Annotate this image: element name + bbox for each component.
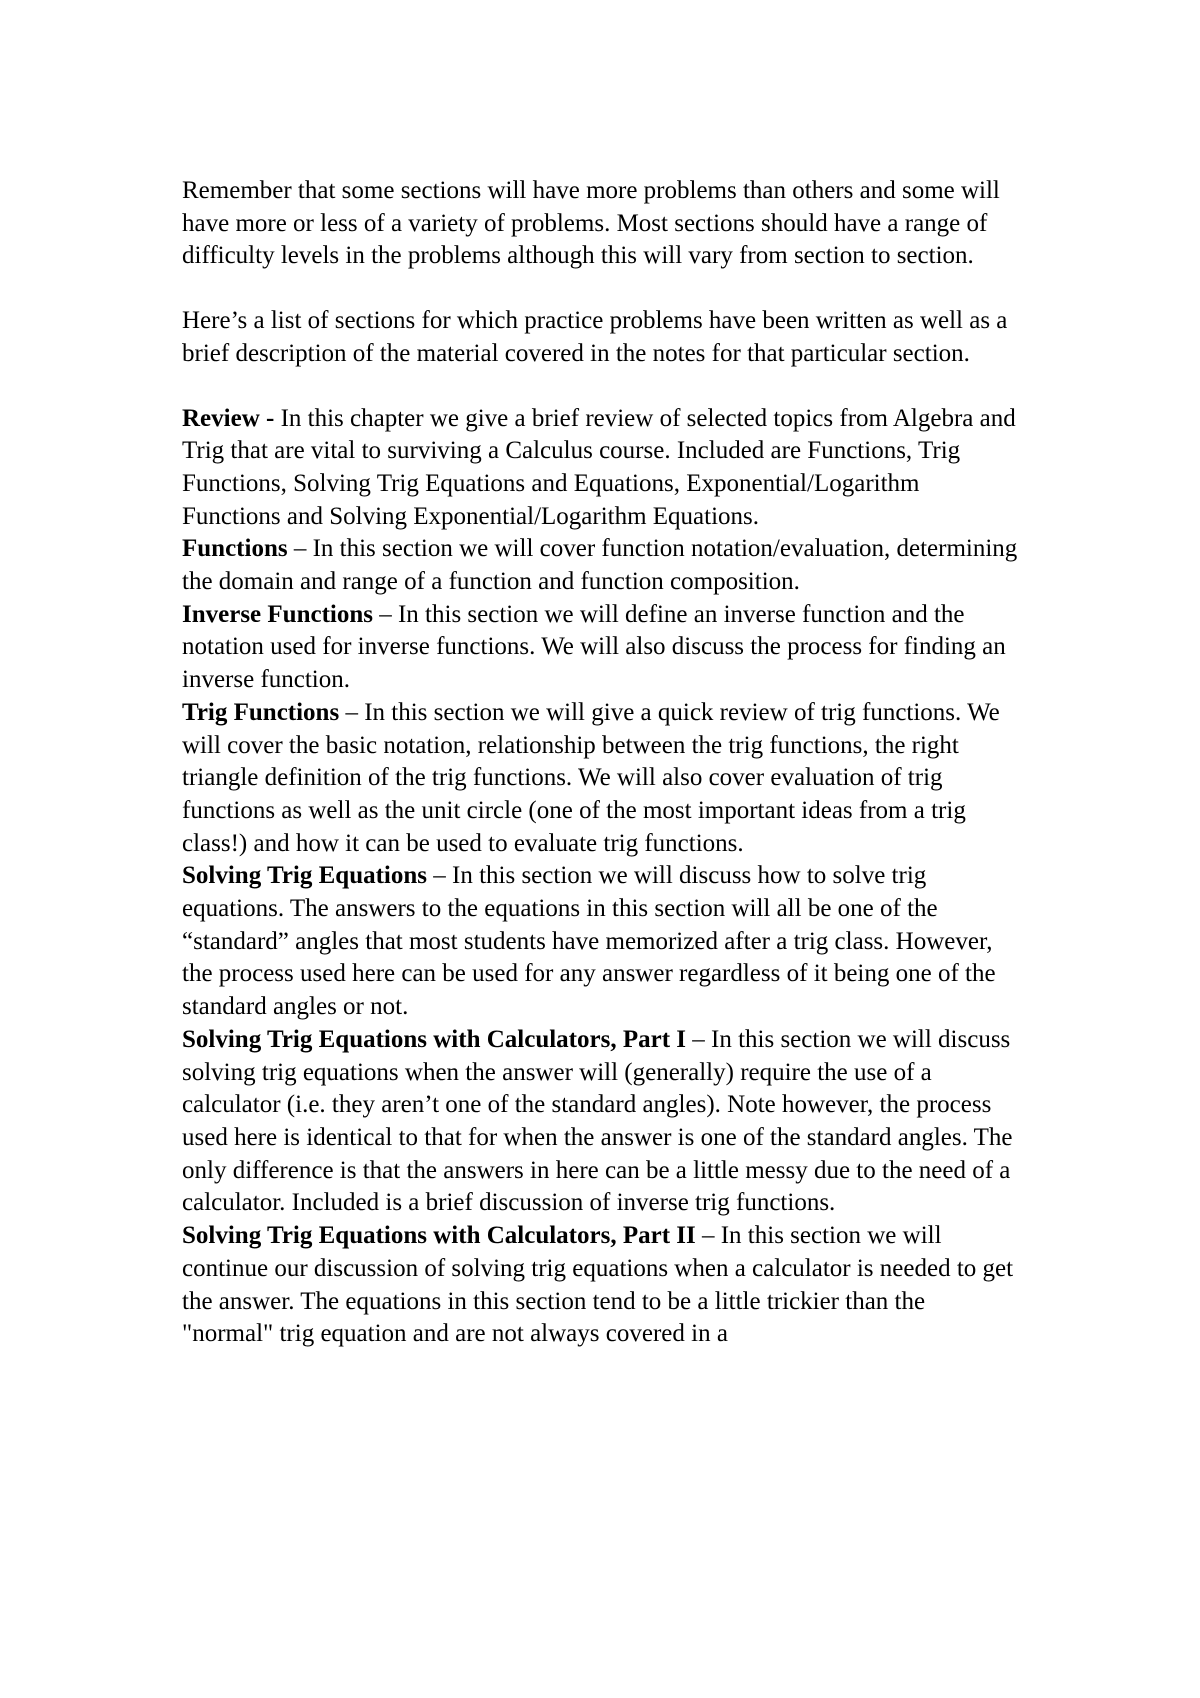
section-entry [182,533,1022,598]
section-entry [182,403,1022,534]
section-title: Solving Trig Equations [182,862,427,890]
intro-paragraph: Here’s a list of sections for which practice problems have been written as well as a brief description of the material covered in the notes for that particular section. [182,307,1008,367]
section-separator: – [427,862,452,890]
section-entry [182,1220,1022,1351]
section-separator: – [372,600,398,628]
section-description: In this section we will discuss how to solve trig equations. The answers to the equations in this section will all be one of the “standard” angles that most students have memorized after a trig class. However, the process used here can be used for any answer regardless of it being one of the standard angles or not. [182,862,996,1021]
section-separator: - [259,404,281,432]
intro-paragraph: Remember that some sections will have more problems than others and some will have more or less of a variety of problems. Most sections should have a range of difficulty levels in the problems although this will vary from section to section. [182,177,1000,270]
section-title: Trig Functions [182,698,340,726]
section-separator: – [695,1222,721,1250]
section-description: In this section we will give a quick review of trig functions. We will cover the basic notation, relationship between the trig functions, the right triangle definition of the trig functions. We will also cover evaluation of trig functions as well as the unit circle (one of the most important ideas from a trig class!) and how it can be used to evaluate trig functions. [182,698,1000,857]
section-separator: – [339,698,365,726]
section-description: In this section we will define an inverse function and the notation used for inverse functions. We will also discuss the process for finding an inverse function. [182,600,1006,694]
section-entry [182,1024,1022,1220]
section-title: Functions [182,535,288,563]
page-content [182,175,1022,1351]
section-title: Review [182,404,260,432]
section-title: Solving Trig Equations with Calculators, Part I [182,1025,686,1053]
section-title: Solving Trig Equations with Calculators, Part II [182,1222,696,1250]
section-description: In this section we will discuss solving trig equations when the answer will (generally) require the use of a calculator (i.e. they aren’t one of the standard angles). Note however, the process used here is identical to that for when the answer is one of the standard angles. The only difference is that the answers in here can be a little messy due to the need of a calculator. Included is a brief discussion of inverse trig functions. [182,1025,1013,1217]
section-entry [182,599,1022,697]
section-description: In this section we will cover function notation/evaluation, determining the domain and range of a function and function composition. [182,535,1018,596]
section-entry [182,860,1022,1024]
section-description: In this chapter we give a brief review of selected topics from Algebra and Trig that are vital to surviving a Calculus course. Included are Functions, Trig Functions, Solving Trig Equations and Equations, Exponential/Logarithm Functions and Solving Exponential/Logarithm Equations. [182,404,1016,530]
section-title: Inverse Functions [182,600,373,628]
section-separator: – [287,535,313,563]
section-description: In this section we will continue our discussion of solving trig equations when a calculator is needed to get the answer. The equations in this section tend to be a little trickier than the "normal" trig equation and are not always covered in a [182,1222,1014,1348]
section-separator: – [686,1025,711,1053]
section-entry [182,697,1022,861]
